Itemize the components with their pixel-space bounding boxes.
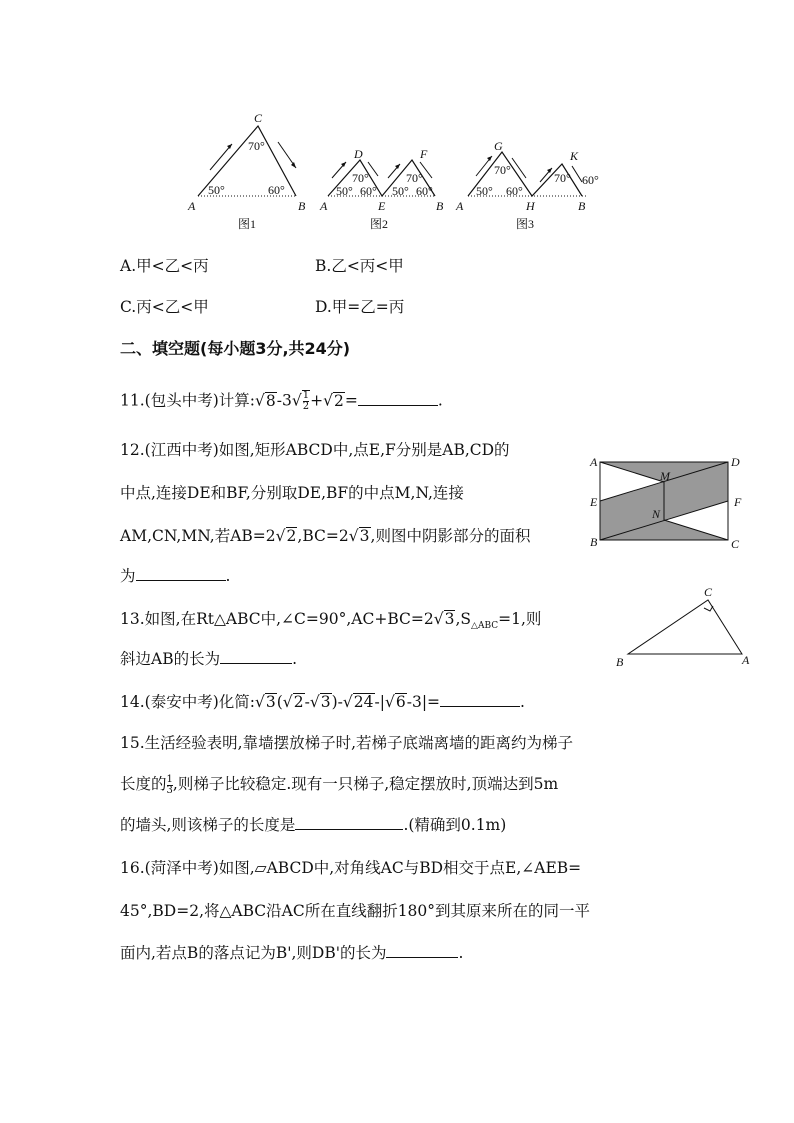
q15-line2: [120, 774, 558, 796]
q15-line3: [120, 815, 506, 835]
q15-line3b: .(精确到0.1m): [403, 816, 507, 834]
q15-line1: 15.生活经验表明,靠墙摆放梯子时,若梯子底端离墙的距离约为梯子: [120, 734, 574, 752]
fig12-label-f: F: [734, 495, 742, 509]
q11-sqrt-2: 2: [334, 391, 344, 410]
fig1-label-c: C: [254, 111, 263, 125]
fig1-triangle: [187, 111, 306, 231]
q16-line1: 16.(菏泽中考)如图,▱ABCD中,对角线AC与BD相交于点E,∠AEB=: [120, 859, 582, 877]
q12-line3: AM,CN,MN,若AB=2√2,BC=2√3,则图中阴影部分的面积: [120, 527, 531, 545]
fig2-label-f: F: [420, 147, 428, 161]
q12-line1: 12.(江西中考)如图,矩形ABCD中,点E,F分别是AB,CD的: [120, 441, 510, 459]
q13-line1: 13.如图,在Rt△ABC中$,\angle C=90^\circ,AC+BC=2√3,S_{\triangle ABC}=1$,则: [120, 610, 542, 632]
q13-line1a: 13.如图,在Rt△ABC中,∠C=90°,AC+BC=2: [120, 610, 434, 628]
q14-sqrt-6: 6: [395, 693, 406, 711]
q14-minus: -: [304, 693, 310, 711]
q12-sqrt-2: 2: [286, 527, 297, 545]
q14-p2: )-: [331, 693, 343, 711]
choice-c[interactable]: C.丙<乙<甲: [120, 298, 209, 316]
choice-d[interactable]: D.甲=乙=丙: [315, 298, 405, 316]
q14-sqrt-3a: 3: [265, 693, 276, 711]
q12-line4: [120, 566, 230, 586]
figure-q12-rectangle: [588, 452, 748, 552]
fig2-angle-1: 70°: [352, 171, 369, 185]
figure-q13-triangle: [612, 584, 762, 668]
q14-p1: (: [276, 693, 283, 711]
fig13-label-c: C: [704, 585, 713, 599]
q14-mid: -|: [374, 693, 385, 711]
q12-line3c: ,则图中阴影部分的面积: [370, 527, 531, 545]
fig3-label-g: G: [494, 139, 503, 153]
fig1-angle-c: 70°: [248, 139, 265, 153]
q14-answer-blank[interactable]: [440, 692, 520, 707]
q12-line3b: ,BC=2: [297, 527, 349, 545]
fig12-label-a: A: [590, 455, 598, 469]
q16-answer-blank[interactable]: [386, 943, 458, 958]
question-11: 11.(包头中考)计算:√8-3√ $\frac{1}{2}$ +√2= .: [120, 390, 443, 412]
fig3-angle-1: 70°: [494, 163, 511, 177]
fig12-label-m: M: [660, 469, 670, 483]
q14-sqrt-2: 2: [293, 693, 304, 711]
q11-num: 1: [302, 390, 310, 401]
q16-line3: [120, 943, 463, 963]
q12-line3a: AM,CN,MN,若AB=2: [120, 527, 276, 545]
q16-line3a: 面内,若点B的落点记为B',则DB'的长为: [120, 944, 387, 962]
fig1-caption: 图1: [238, 217, 257, 231]
fig12-label-n: N: [652, 507, 661, 521]
fig3-label-k: K: [570, 149, 579, 163]
q12-line4-text: 为: [120, 567, 136, 585]
q11-eq: =: [344, 391, 358, 410]
q16-line2: 45°,BD=2,将△ABC沿AC所在直线翻折180°到其原来所在的同一平: [120, 902, 591, 920]
fig1-label-b: B: [298, 199, 306, 213]
q13-sub: △ABC: [471, 621, 499, 632]
fig3-angle-5: 60°: [582, 173, 599, 187]
fig2-angle-4: 60°: [360, 184, 377, 198]
q14-tail: -3|=: [406, 693, 441, 711]
q15-answer-blank[interactable]: [295, 815, 403, 830]
fig2-label-e: E: [378, 199, 386, 213]
q11-answer-blank[interactable]: [358, 391, 438, 406]
fig2-angle-5: 50°: [392, 184, 409, 198]
fig2-caption: 图2: [370, 217, 389, 231]
q11-den: 2: [302, 401, 310, 412]
q16-end: .: [458, 944, 464, 962]
q14-prefix: 14.(泰安中考)化简:: [120, 693, 255, 711]
fig3-angle-2: 70°: [554, 171, 571, 185]
q11-mid: -3: [276, 391, 292, 410]
fig3-angle-4: 60°: [506, 184, 523, 198]
fig3-caption: 图3: [516, 217, 535, 231]
q15-line2a: 长度的: [120, 775, 167, 793]
fig2-angle-6: 60°: [416, 184, 433, 198]
fig13-label-a: A: [742, 653, 750, 667]
q12-end: .: [225, 567, 231, 585]
q15-line2b: ,则梯子比较稳定.现有一只梯子,稳定摆放时,顶端达到5m: [172, 775, 559, 793]
q12-sqrt-3: 3: [359, 527, 370, 545]
choice-a[interactable]: A.甲<乙<丙: [120, 257, 209, 275]
q13-line1b: ,S: [455, 610, 472, 628]
choice-b[interactable]: B.乙<丙<甲: [315, 257, 404, 275]
fig3-label-a: A: [456, 199, 464, 213]
q13-line1c: =1,则: [498, 610, 542, 628]
q13-sqrt-3: 3: [444, 610, 455, 628]
q14-end: .: [520, 693, 525, 711]
fig1-angle-a: 50°: [208, 183, 225, 197]
q11-plus: +: [310, 391, 324, 410]
fig12-label-b: B: [590, 535, 598, 549]
fig12-label-e: E: [590, 495, 598, 509]
q13-line2: [120, 649, 297, 669]
q15-den: 3: [166, 784, 173, 796]
q11-sqrt-frac: [302, 390, 310, 412]
q13-end: .: [292, 650, 298, 668]
q12-answer-blank[interactable]: [136, 566, 226, 581]
q15-line3a: 的墙头,则该梯子的长度是: [120, 816, 296, 834]
q12-line2: 中点,连接DE和BF,分别取DE,BF的中点M,N,连接: [120, 484, 464, 502]
q14-sqrt-24: 24: [353, 693, 374, 711]
q13-line2-text: 斜边AB的长为: [120, 650, 221, 668]
fig1-angle-b: 60°: [268, 183, 285, 197]
fig2-triangles: [319, 147, 444, 231]
fig3-label-h: H: [526, 199, 535, 213]
q14-sqrt-3b: 3: [320, 693, 331, 711]
fig13-label-b: B: [616, 655, 624, 668]
fig2-angle-2: 70°: [406, 171, 423, 185]
fig12-label-c: C: [731, 537, 740, 551]
question-14: 14.(泰安中考)化简:√3(√2-√3)-√24-|√6-3|= .: [120, 693, 525, 711]
fig2-angle-3: 50°: [336, 184, 353, 198]
fig12-label-d: D: [731, 455, 740, 469]
fig3-triangles: [455, 139, 599, 231]
fig3-angle-3: 50°: [476, 184, 493, 198]
figure-slopes: [180, 108, 620, 233]
fig1-label-a: A: [188, 199, 196, 213]
q11-end: .: [437, 391, 443, 410]
fig2-label-d: D: [354, 147, 363, 161]
q13-answer-blank[interactable]: [220, 649, 292, 664]
fig2-label-b: B: [436, 199, 444, 213]
q11-prefix: 11.(包头中考)计算:: [120, 391, 255, 410]
fig3-label-b: B: [578, 199, 586, 213]
q15-num: 1: [166, 773, 173, 785]
q11-sqrt-8: 8: [265, 391, 276, 410]
section-title: 二、填空题(每小题3分,共24分): [120, 339, 351, 358]
fig2-label-a: A: [320, 199, 328, 213]
